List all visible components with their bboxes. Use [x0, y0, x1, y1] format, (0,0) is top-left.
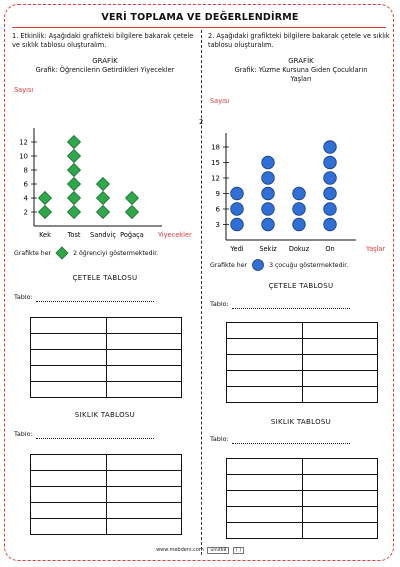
y-tick-label: 9	[215, 190, 220, 198]
circle-symbol	[262, 156, 275, 169]
table-row	[31, 471, 182, 487]
right-instruction: 2. Aşağıdaki grafikteki bilgilere bakarak çetele ve sıklık tablosu oluşturalım.	[208, 32, 390, 49]
diamond-symbol	[39, 206, 52, 219]
right-legend-suffix: 3 çocuğu göstermektedir.	[269, 261, 349, 269]
table-cell[interactable]	[31, 334, 107, 350]
table-cell[interactable]	[106, 334, 182, 350]
diamond-symbol	[126, 192, 139, 205]
table-row	[227, 507, 378, 523]
table-row	[227, 371, 378, 387]
right-cetele-tablo-label	[210, 300, 350, 309]
left-siklik-table	[30, 454, 182, 535]
circle-icon	[251, 258, 265, 272]
table-row	[31, 487, 182, 503]
right-siklik-title: SIKLIK TABLOSU	[270, 418, 332, 426]
footer-badge: ümit68	[207, 547, 229, 554]
left-siklik-tablo-label	[14, 430, 154, 439]
circle-symbol	[324, 172, 337, 185]
table-cell[interactable]	[302, 475, 378, 491]
table-row	[31, 350, 182, 366]
circle-symbol	[293, 218, 306, 231]
page-title: VERİ TOPLAMA VE DEĞERLENDİRME	[101, 12, 299, 23]
diamond-symbol	[68, 206, 81, 219]
x-tick-label: Dokuz	[288, 245, 310, 253]
diamond-symbol	[126, 206, 139, 219]
table-cell[interactable]	[106, 366, 182, 382]
table-row	[227, 523, 378, 539]
right-legend	[210, 258, 348, 272]
table-row	[31, 382, 182, 398]
right-siklik-table	[226, 458, 378, 539]
y-tick-label: 10	[19, 152, 28, 161]
left-grafik-heading: GRAFİK	[92, 57, 118, 65]
diamond-symbol	[97, 178, 110, 191]
table-row	[227, 387, 378, 403]
x-tick-label: Sekiz	[259, 245, 277, 253]
table-cell[interactable]	[227, 507, 303, 523]
circle-symbol	[293, 203, 306, 216]
y-tick-label: 2	[23, 208, 28, 217]
y-tick-label: 12	[19, 138, 28, 147]
x-tick-label: Poğaça	[120, 231, 144, 239]
table-cell[interactable]	[227, 491, 303, 507]
right-cetele-title: ÇETELE TABLOSU	[268, 282, 334, 290]
left-siklik-tablo-blank[interactable]	[36, 432, 154, 439]
table-cell[interactable]	[227, 323, 303, 339]
column-divider	[201, 30, 202, 555]
table-cell[interactable]	[302, 507, 378, 523]
x-tick-label: Kek	[39, 231, 51, 239]
table-row	[31, 366, 182, 382]
x-tick-label: Yedi	[230, 245, 244, 253]
x-axis-label: Yaşlar	[366, 245, 386, 253]
circle-symbol	[324, 203, 337, 216]
table-cell[interactable]	[31, 318, 107, 334]
left-legend-suffix: 2 öğrenciyi göstermektedir.	[73, 249, 159, 257]
right-cetele-tablo-blank[interactable]	[232, 302, 350, 309]
left-cetele-tablo-label	[14, 293, 154, 302]
right-legend-prefix: Grafikte her	[210, 261, 248, 269]
diamond-symbol	[68, 178, 81, 191]
stray-mark: 2	[199, 118, 204, 126]
circle-symbol	[231, 187, 244, 200]
table-cell[interactable]	[106, 455, 182, 471]
right-y-axis-label: Sayısı	[210, 97, 230, 105]
circle-symbol	[324, 218, 337, 231]
right-grafik-heading: GRAFİK	[288, 57, 314, 65]
table-row	[227, 475, 378, 491]
circle-symbol	[262, 203, 275, 216]
table-row	[227, 339, 378, 355]
table-cell[interactable]	[302, 323, 378, 339]
footer-badge-2: [ ]	[233, 547, 244, 554]
table-cell[interactable]	[227, 387, 303, 403]
table-cell[interactable]	[106, 350, 182, 366]
title-rule	[12, 27, 386, 28]
table-cell[interactable]	[302, 371, 378, 387]
table-cell[interactable]	[227, 523, 303, 539]
right-siklik-tablo-text: Tablo:	[210, 435, 229, 443]
table-cell[interactable]	[227, 475, 303, 491]
table-row	[31, 503, 182, 519]
right-grafik-title: Grafik: Yüzme Kursuna Giden Çocukların Yaşları	[234, 66, 368, 83]
left-pictograph-chart	[12, 92, 198, 240]
left-cetele-title: ÇETELE TABLOSU	[72, 274, 138, 282]
right-siklik-tablo-blank[interactable]	[232, 437, 350, 444]
left-legend	[14, 246, 158, 260]
left-cetele-tablo-text: Tablo:	[14, 293, 33, 301]
footer-site: www.mebders.com	[156, 547, 204, 553]
y-tick-label: 3	[215, 221, 220, 229]
circle-symbol	[324, 141, 337, 154]
table-cell[interactable]	[302, 339, 378, 355]
table-row	[227, 491, 378, 507]
table-row	[227, 323, 378, 339]
circle-symbol	[262, 187, 275, 200]
left-cetele-tablo-blank[interactable]	[36, 295, 154, 302]
table-cell[interactable]	[31, 350, 107, 366]
table-cell[interactable]	[227, 459, 303, 475]
y-tick-label: 4	[23, 194, 28, 203]
diamond-symbol	[68, 150, 81, 163]
table-cell[interactable]	[31, 519, 107, 535]
diamond-symbol	[97, 192, 110, 205]
left-siklik-title: SIKLIK TABLOSU	[74, 411, 136, 419]
circle-symbol	[262, 172, 275, 185]
left-cetele-table	[30, 317, 182, 398]
table-cell[interactable]	[31, 503, 107, 519]
table-row	[31, 455, 182, 471]
y-tick-label: 18	[211, 143, 220, 152]
right-siklik-tablo-label	[210, 435, 350, 444]
diamond-icon	[55, 246, 69, 260]
table-row	[31, 519, 182, 535]
table-cell[interactable]	[227, 339, 303, 355]
circle-symbol	[324, 156, 337, 169]
table-cell[interactable]	[302, 523, 378, 539]
table-cell[interactable]	[302, 491, 378, 507]
right-cetele-table	[226, 322, 378, 403]
table-row	[31, 334, 182, 350]
diamond-symbol	[39, 192, 52, 205]
left-y-axis-label: Sayısı	[14, 86, 34, 94]
table-cell[interactable]	[227, 371, 303, 387]
left-grafik-title: Grafik: Öğrencilerin Getirdikleri Yiyecekler	[35, 66, 175, 74]
table-cell[interactable]	[106, 382, 182, 398]
table-cell[interactable]	[227, 355, 303, 371]
circle-symbol	[231, 218, 244, 231]
table-cell[interactable]	[106, 519, 182, 535]
y-tick-label: 6	[23, 180, 28, 189]
table-cell[interactable]	[106, 503, 182, 519]
y-tick-label: 15	[211, 159, 220, 167]
table-cell[interactable]	[31, 471, 107, 487]
table-cell[interactable]	[106, 487, 182, 503]
table-row	[31, 318, 182, 334]
table-row	[227, 459, 378, 475]
table-cell[interactable]	[31, 455, 107, 471]
circle-symbol	[231, 203, 244, 216]
x-tick-label: Tost	[67, 231, 81, 239]
table-cell[interactable]	[106, 318, 182, 334]
table-cell[interactable]	[302, 387, 378, 403]
table-cell[interactable]	[31, 366, 107, 382]
left-siklik-tablo-text: Tablo:	[14, 430, 33, 438]
diamond-symbol	[68, 164, 81, 177]
diamond-symbol	[68, 192, 81, 205]
circle-symbol	[293, 187, 306, 200]
right-cetele-tablo-text: Tablo:	[210, 300, 229, 308]
right-pictograph-chart	[208, 104, 394, 254]
left-instruction: 1. Etkinlik: Aşağıdaki grafikteki bilgilere bakarak çetele ve sıklık tablosu oluşturalım.	[12, 32, 194, 49]
table-row	[227, 355, 378, 371]
footer	[0, 547, 400, 554]
table-cell[interactable]	[302, 459, 378, 475]
table-cell[interactable]	[31, 487, 107, 503]
circle-symbol	[262, 218, 275, 231]
table-cell[interactable]	[31, 382, 107, 398]
circle-symbol	[324, 187, 337, 200]
y-tick-label: 12	[211, 174, 220, 183]
x-tick-label: Sandviç	[90, 231, 116, 239]
y-tick-label: 6	[215, 205, 220, 214]
table-cell[interactable]	[106, 471, 182, 487]
y-tick-label: 8	[23, 166, 28, 175]
x-tick-label: On	[325, 245, 335, 253]
diamond-symbol	[97, 206, 110, 219]
table-cell[interactable]	[302, 355, 378, 371]
x-axis-label: Yiyecekler	[158, 231, 192, 239]
left-legend-prefix: Grafikte her	[14, 249, 52, 257]
diamond-symbol	[68, 136, 81, 149]
